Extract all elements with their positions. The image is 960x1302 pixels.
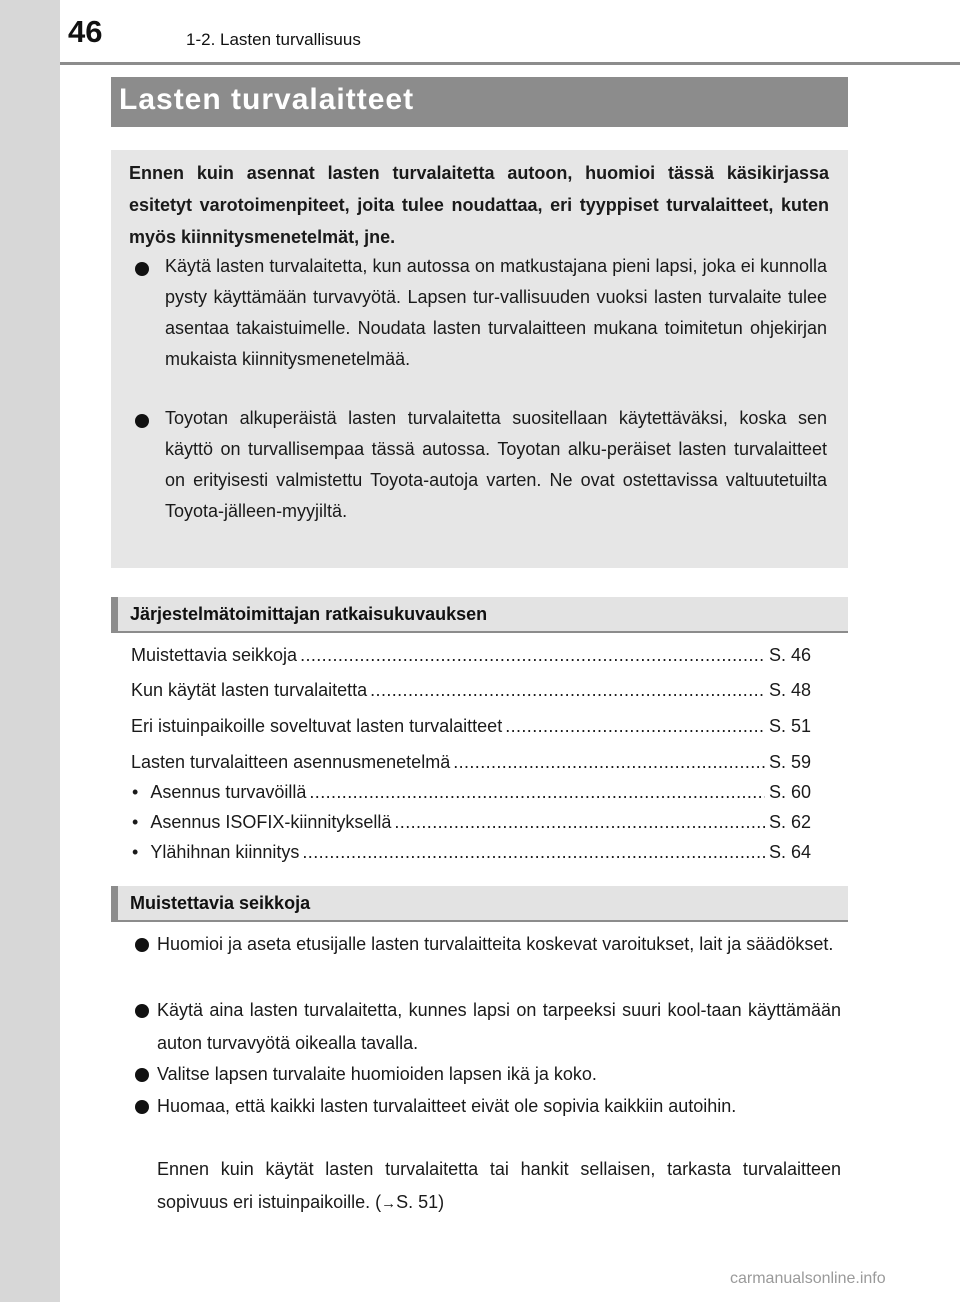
bullet-dot-icon [135,1004,149,1018]
remember-note [157,1153,841,1220]
toc-row[interactable] [131,680,811,702]
bullet-dot-icon [135,262,149,276]
toc-sub-row[interactable] [132,782,811,804]
toc-row[interactable] [131,716,811,738]
sub-bullet-icon: • [132,782,139,802]
remember-section-heading-text: Muistettavia seikkoja [130,893,311,913]
intro-box [111,150,848,568]
bullet-dot-icon [135,414,149,428]
arrow-right-icon: → [381,1195,397,1212]
intro-bullet-1: Käytä lasten turvalaitetta, kun autossa on matkustajana pieni lapsi, joka ei kunnolla pysty käyttämään turvavyötä. Lapsen tur-vallisuuden vuoksi lasten turvalaite tulee asentaa takaistuimelle. Noudata lasten turvalaitteen mukana toimitetun ohjekirjan mukaista kiinnitysmenetelmää. [165,256,827,369]
toc-row-page: S. 46 [768,645,811,665]
toc-sub-row-page: S. 64 [768,842,811,862]
toc-section-heading [111,597,848,633]
toc-row-page: S. 59 [768,752,811,772]
toc-sub-row[interactable] [132,842,811,864]
remember-note-text: Ennen kuin käytät lasten turvalaitetta tai hankit sellaisen, tarkasta turvalaitteen sopivuus eri istuinpaikoille. ( [157,1159,841,1212]
bullet-dot-icon [135,1100,149,1114]
intro-bullet-2: Toyotan alkuperäistä lasten turvalaitetta suositellaan käytettäväksi, koska sen käyttö on turvallisempaa tässä autossa. Toyotan alku-peräiset lasten turvalaitteet on erityisesti valmistettu Toyota-autoja varten. Ne ovat ostettavissa valtuutetuilta Toyota-jälleen-myyjiltä. [165,408,827,521]
header-divider [60,62,960,65]
toc-leader-dots [370,680,765,701]
toc-leader-dots [453,752,765,773]
toc-leader-dots [302,842,765,863]
toc-row-page: S. 48 [768,680,811,700]
page-number: 46 [68,14,103,49]
toc-sub-row-page: S. 62 [768,812,811,832]
toc-row-text: Lasten turvalaitteen asennusmenetelmä [131,752,451,772]
chapter-title: 1-2. Lasten turvallisuus [186,30,361,49]
toc-sub-row-page: S. 60 [768,782,811,802]
page-side-strip [0,0,60,1302]
toc-sub-row[interactable] [132,812,811,834]
toc-row[interactable] [131,752,811,774]
toc-row-text: Eri istuinpaikoille soveltuvat lasten turvalaitteet [131,716,503,736]
toc-row-text: Muistettavia seikkoja [131,645,298,665]
remember-bullet-4: Huomaa, että kaikki lasten turvalaitteet eivät ole sopivia kaikkiin autoihin. [157,1096,737,1116]
remember-section-heading [111,886,848,922]
intro-lead-text: Ennen kuin asennat lasten turvalaitetta autoon, huomioi tässä käsikirjassa esitetyt varotoimenpiteet, joita tulee noudattaa, eri tyyppiset turvalaitteet, kuten myös kiinnitysmenetelmät, jne. [129,163,829,247]
toc-sub-row-text: Asennus turvavöillä [150,782,307,802]
toc-row[interactable] [131,645,811,667]
section-title: Lasten turvalaitteet [119,83,415,116]
toc-row-text: Kun käytät lasten turvalaitetta [131,680,368,700]
sub-bullet-icon: • [132,842,139,862]
toc-sub-row-text: Ylähihnan kiinnitys [150,842,300,862]
toc-section-heading-text: Järjestelmätoimittajan ratkaisukuvauksen [130,604,488,624]
sub-bullet-icon: • [132,812,139,832]
remember-bullet-3: Valitse lapsen turvalaite huomioiden lapsen ikä ja koko. [157,1064,597,1084]
watermark: carmanualsonline.info [730,1270,886,1287]
toc-leader-dots [309,782,765,803]
toc-leader-dots [394,812,765,833]
remember-note-ref[interactable]: S. 51) [396,1192,445,1212]
bullet-dot-icon [135,938,149,952]
toc-sub-row-text: Asennus ISOFIX-kiinnityksellä [150,812,392,832]
toc-row-page: S. 51 [768,716,811,736]
remember-bullet-2: Käytä aina lasten turvalaitetta, kunnes lapsi on tarpeeksi suuri kool-taan käyttämään auton turvavyötä oikealla tavalla. [157,1000,841,1053]
remember-bullet-1: Huomioi ja aseta etusijalle lasten turvalaitteita koskevat varoitukset, lait ja säädökset. [157,934,834,954]
toc-leader-dots [505,716,765,737]
section-title-bar [111,77,848,127]
bullet-dot-icon [135,1068,149,1082]
toc-leader-dots [300,645,765,666]
